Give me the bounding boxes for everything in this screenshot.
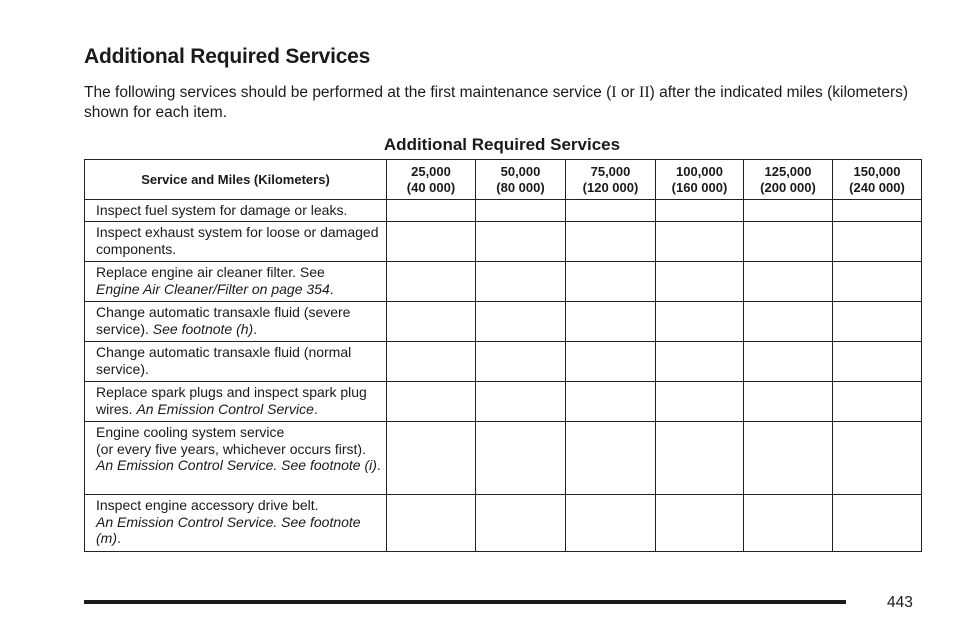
mileage-cell	[833, 342, 922, 382]
table-row	[85, 382, 922, 422]
mileage-cell	[476, 495, 566, 552]
service-text: Change automatic transaxle fluid (severe service).	[96, 304, 351, 337]
mileage-cell	[744, 302, 833, 342]
mileage-cell	[656, 262, 744, 302]
mileage-cell	[387, 262, 476, 302]
mileage-cell	[656, 422, 744, 495]
service-italic-text: An Emission Control Service. See footnote (m)	[96, 513, 361, 546]
page-heading: Additional Required Services	[84, 45, 371, 68]
service-suffix: .	[253, 320, 258, 337]
header-miles: 150,000	[853, 163, 901, 179]
mileage-cell	[476, 422, 566, 495]
mileage-cell	[656, 222, 744, 262]
mileage-cell	[566, 262, 656, 302]
service-italic-text: An Emission Control Service. See footnote (i)	[96, 457, 377, 473]
header-km: (160 000)	[671, 179, 728, 195]
table-row	[85, 342, 922, 382]
service-italic-text: An Emission Control Service	[136, 400, 314, 417]
mileage-cell	[476, 382, 566, 422]
mileage-cell	[656, 302, 744, 342]
intro-text-after: ) after the indicated miles (kilometers) shown for each item.	[84, 84, 909, 121]
service-description	[85, 495, 387, 552]
mileage-cell	[744, 382, 833, 422]
mileage-cell	[476, 342, 566, 382]
service-reference	[96, 281, 384, 298]
mileage-cell	[833, 382, 922, 422]
service-text: Replace spark plugs and inspect spark plug wires.	[96, 384, 367, 417]
mileage-cell	[566, 302, 656, 342]
roman-numeral-two: II	[638, 84, 650, 101]
service-description	[85, 302, 387, 342]
service-italic-text: Engine Air Cleaner/Filter on page 354	[96, 280, 330, 297]
service-text: Replace engine air cleaner filter. See	[96, 264, 325, 280]
mileage-cell	[387, 200, 476, 222]
mileage-cell	[833, 495, 922, 552]
table-row	[85, 495, 922, 552]
header-km: (240 000)	[849, 179, 905, 195]
service-italic-text: See footnote (h)	[152, 320, 254, 337]
mileage-cell	[656, 342, 744, 382]
header-km: (120 000)	[582, 179, 639, 195]
mileage-cell	[833, 422, 922, 495]
footer-rule	[84, 600, 846, 604]
roman-numeral-one: I	[611, 84, 617, 101]
table-header-row	[85, 160, 922, 200]
table-title: Additional Required Services	[383, 135, 621, 154]
service-text: Change automatic transaxle fluid (normal service).	[96, 344, 352, 377]
mileage-cell	[566, 222, 656, 262]
header-km: (40 000)	[406, 179, 456, 195]
mileage-cell	[566, 342, 656, 382]
mileage-column-header	[656, 160, 744, 200]
table-row	[85, 222, 922, 262]
service-suffix: .	[313, 400, 318, 417]
mileage-cell	[387, 302, 476, 342]
header-miles: 100,000	[676, 163, 723, 179]
mileage-cell	[387, 382, 476, 422]
header-miles: 25,000	[411, 163, 451, 179]
service-suffix: .	[329, 280, 334, 297]
mileage-cell	[744, 495, 833, 552]
intro-text-or: or	[616, 84, 639, 101]
mileage-cell	[476, 302, 566, 342]
service-text: Inspect fuel system for damage or leaks.	[96, 202, 348, 218]
mileage-column-header	[744, 160, 833, 200]
mileage-cell	[566, 382, 656, 422]
services-table	[84, 159, 922, 552]
mileage-cell	[387, 495, 476, 552]
service-description	[85, 222, 387, 262]
service-description	[85, 422, 387, 495]
header-km: (200 000)	[760, 179, 816, 195]
mileage-cell	[656, 200, 744, 222]
mileage-cell	[566, 422, 656, 495]
mileage-cell	[833, 222, 922, 262]
service-description	[85, 262, 387, 302]
mileage-column-header	[833, 160, 922, 200]
service-text: Inspect exhaust system for loose or damaged components.	[96, 224, 379, 257]
service-text: Inspect engine accessory drive belt.	[96, 497, 319, 513]
table-row	[85, 262, 922, 302]
mileage-cell	[833, 262, 922, 302]
mileage-cell	[566, 495, 656, 552]
mileage-cell	[833, 200, 922, 222]
mileage-cell	[387, 342, 476, 382]
mileage-cell	[744, 200, 833, 222]
mileage-column-header	[387, 160, 476, 200]
page-number: 443	[887, 594, 913, 611]
service-text: Engine cooling system service	[96, 424, 285, 440]
mileage-cell	[744, 422, 833, 495]
service-column-header: Service and Miles (Kilometers)	[85, 160, 387, 200]
mileage-cell	[744, 262, 833, 302]
service-suffix: .	[117, 530, 121, 546]
header-miles: 75,000	[590, 163, 631, 179]
intro-text-before: The following services should be performed at the first maintenance service (	[84, 84, 612, 101]
service-description	[85, 342, 387, 382]
intro-paragraph	[84, 83, 914, 123]
service-description	[85, 382, 387, 422]
service-text-secondary: (or every five years, whichever occurs first).	[96, 440, 366, 457]
service-description	[85, 200, 387, 222]
mileage-cell	[744, 342, 833, 382]
service-suffix: .	[376, 457, 381, 473]
mileage-cell	[387, 422, 476, 495]
mileage-cell	[656, 495, 744, 552]
mileage-cell	[387, 222, 476, 262]
mileage-cell	[476, 262, 566, 302]
mileage-cell	[476, 200, 566, 222]
mileage-cell	[476, 222, 566, 262]
mileage-cell	[656, 382, 744, 422]
mileage-cell	[566, 200, 656, 222]
table-row	[85, 302, 922, 342]
mileage-cell	[833, 302, 922, 342]
mileage-cell	[744, 222, 833, 262]
header-miles: 125,000	[764, 163, 812, 179]
table-row	[85, 200, 922, 222]
mileage-column-header	[566, 160, 656, 200]
header-miles: 50,000	[500, 163, 541, 179]
table-row	[85, 422, 922, 495]
mileage-column-header	[476, 160, 566, 200]
header-km: (80 000)	[496, 179, 545, 195]
